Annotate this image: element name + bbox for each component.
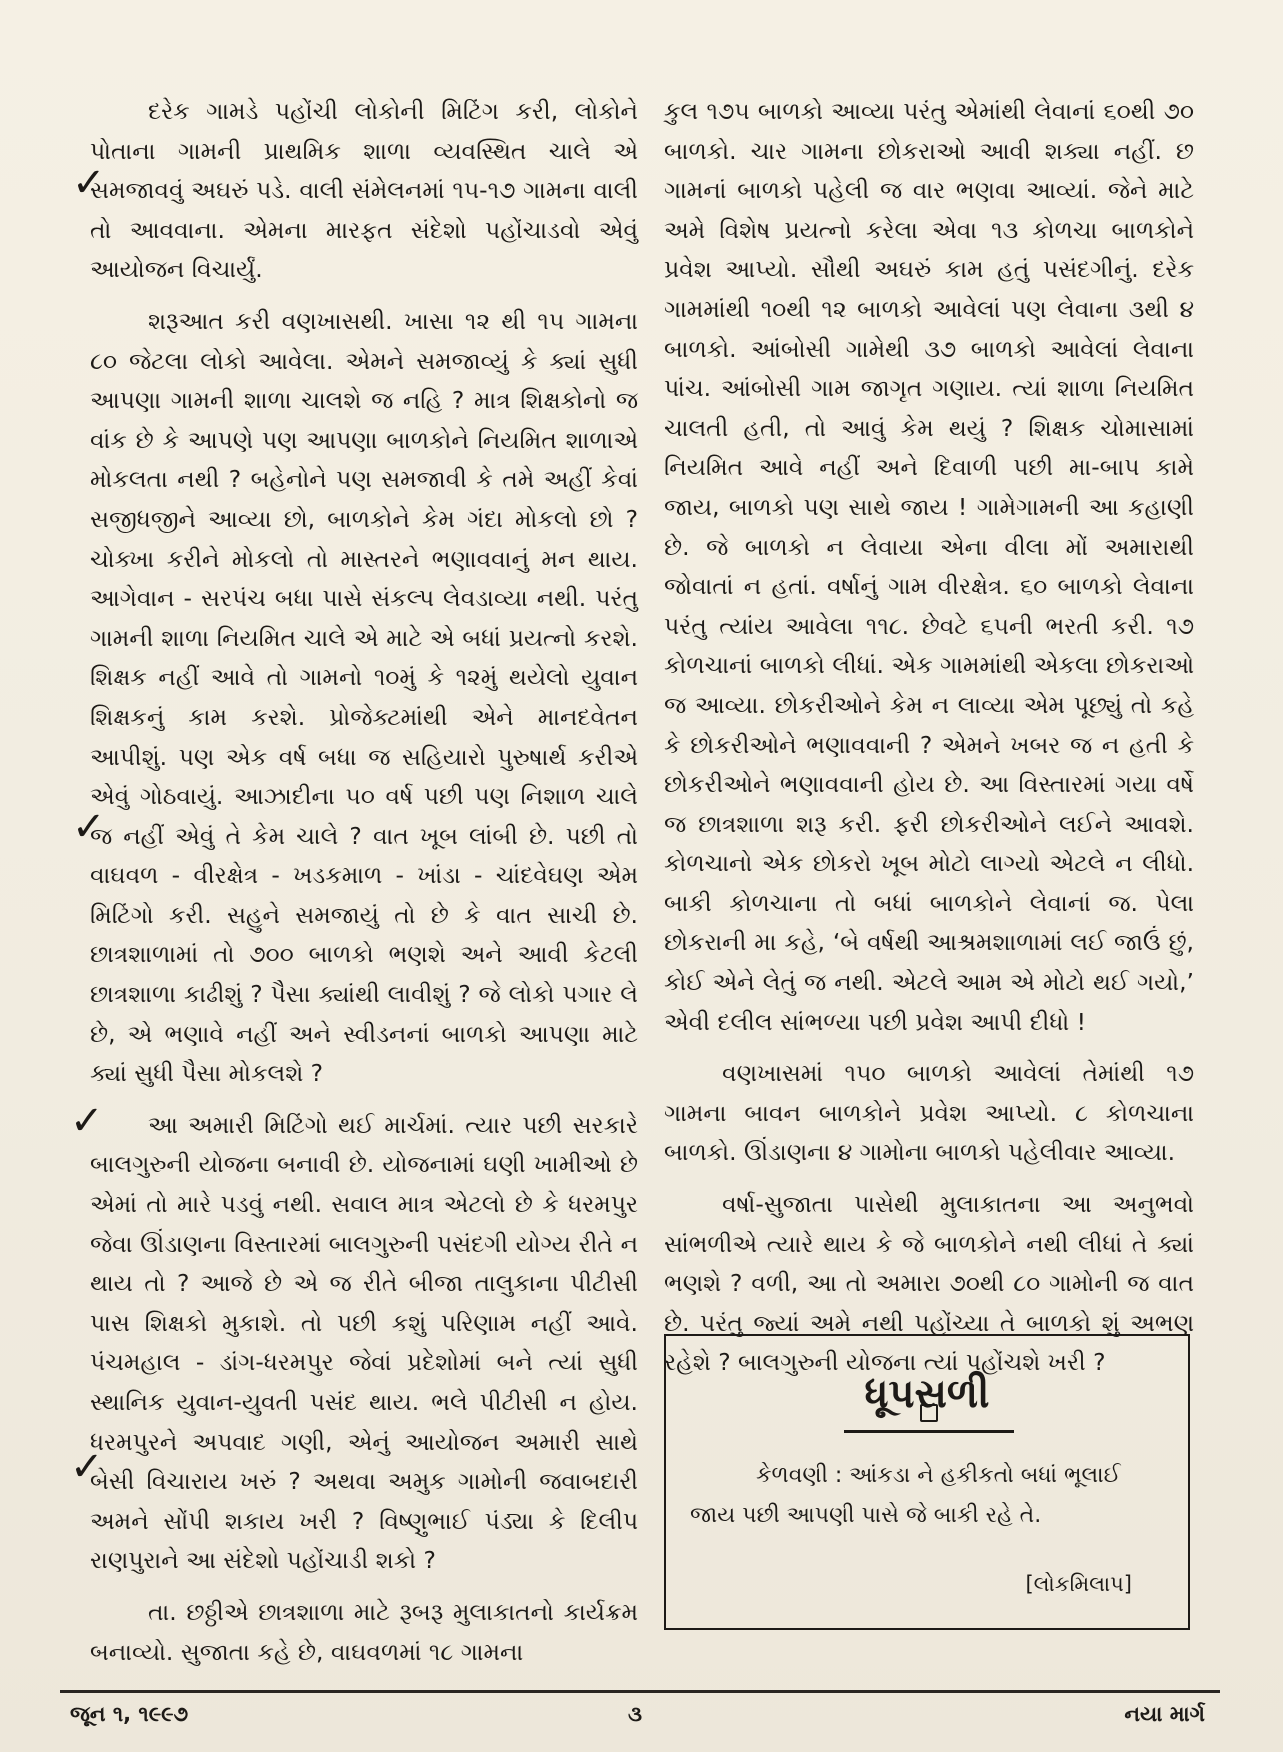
margin-tick-icon: ✓ — [72, 804, 106, 850]
quote-line: કેળવણી : આંકડા ને હકીકતો બધાં ભૂલાઈ — [756, 1463, 1121, 1488]
left-column — [90, 92, 638, 1684]
quote-box — [664, 1334, 1190, 1630]
box-title: ધૂપસળી — [864, 1371, 990, 1417]
margin-tick-icon: ✓ — [70, 1098, 104, 1144]
paragraph: શરૂઆત કરી વણખાસથી. ખાસા ૧૨ થી ૧૫ ગામના ૮૦ જેટલા લોકો આવેલા. એમને સમજાવ્યું કે ક્યાં સુધી આપણા ગામની શાળા ચાલશે જ નહિ ? માત્ર શિક્ષકોનો જ વાંક છે કે આપણે પણ આપણા બાળકોને નિયમિત શાળાએ મોકલતા નથી ? બહેનોને પણ સમજાવી કે તમે અહીં કેવાં સજીધજીને આવ્યા છો, બાળકોને કેમ ગંદા મોકલો છો ? ચોક્ખા કરીને મોકલો તો માસ્તરને ભણાવવાનું મન થાય. આગેવાન - સરપંચ બધા પાસે સંકલ્પ લેવડાવ્યા નથી. પરંતુ ગામની શાળા નિયમિત ચાલે એ માટે એ બધાં પ્રયત્નો કરશે. શિક્ષક નહીં આવે તો ગામનો ૧૦મું કે ૧૨મું થયેલો યુવાન શિક્ષકનું કામ કરશે. પ્રોજેક્ટમાંથી એને માનદવેતન આપીશું. પણ એક વર્ષ બધા જ સહિયારો પુરુષાર્થ કરીએ એવું ગોઠવાયું. આઝાદીના ૫૦ વર્ષ પછી પણ નિશાળ ચાલે જ નહીં એવું તે કેમ ચાલે ? વાત ખૂબ લાંબી છે. પછી તો વાઘવળ - વીરક્ષેત્ર - ખડકમાળ - ખાંડા - ચાંદવેઘણ એમ મિટિંગો કરી. સહુને સમજાયું તો છે કે વાત સાચી છે. છાત્રશાળામાં તો ૭૦૦ બાળકો ભણશે અને આવી કેટલી છાત્રશાળા કાઢીશું ? પૈસા ક્યાંથી લાવીશું ? જે લોકો પગાર લે છે, એ ભણાવે નહીં અને સ્વીડનનાં બાળકો આપણા માટે ક્યાં સુધી પૈસા મોકલશે ? — [90, 306, 639, 1088]
title-underline — [844, 1430, 1014, 1433]
footer-date: જૂન ૧, ૧૯૯૭ — [70, 1702, 189, 1726]
box-quote — [690, 1456, 1168, 1536]
margin-tick-icon: ✓ — [70, 1444, 104, 1490]
paragraph: કુલ ૧૭૫ બાળકો આવ્યા પરંતુ એમાંથી લેવાનાં ૬૦થી ૭૦ બાળકો. ચાર ગામના છોકરાઓ આવી શક્યા નહીં. છ ગામનાં બાળકો પહેલી જ વાર ભણવા આવ્યાં. જેને માટે અમે વિશેષ પ્રયત્નો કરેલા એવા ૧૩ કોળચા બાળકોને પ્રવેશ આપ્યો. સૌથી અઘરું કામ હતું પસંદગીનું. દરેક ગામમાંથી ૧૦થી ૧૨ બાળકો આવેલાં પણ લેવાના ૩થી ૪ બાળકો. આંબોસી ગામેથી ૩૭ બાળકો આવેલાં લેવાના પાંચ. આંબોસી ગામ જાગૃત ગણાય. ત્યાં શાળા નિયમિત ચાલતી હતી, તો આવું કેમ થયું ? શિક્ષક ચોમાસામાં નિયમિત આવે નહીં અને દિવાળી પછી મા-બાપ કામે જાય, બાળકો પણ સાથે જાય ! ગામેગામની આ કહાણી છે. જે બાળકો ન લેવાયા એના વીલા મોં અમારાથી જોવાતાં ન હતાં. વર્ષાનું ગામ વીરક્ષેત્ર. ૬૦ બાળકો લેવાના પરંતુ ત્યાંય આવેલા ૧૧૮. છેવટે ૬૫ની ભરતી કરી. ૧૭ કોળચાનાં બાળકો લીધાં. એક ગામમાંથી એકલા છોકરાઓ જ આવ્યા. છોકરીઓને કેમ ન લાવ્યા એમ પૂછ્યું તો કહે કે છોકરીઓને ભણાવવાની ? એમને ખબર જ ન હતી કે છોકરીઓને ભણાવવાની હોય છે. આ વિસ્તારમાં ગયા વર્ષે જ છાત્રશાળા શરૂ કરી. ફરી છોકરીઓને લઈને આવશે. કોળચાનો એક છોકરો ખૂબ મોટો લાગ્યો એટલે ન લીધો. બાકી કોળચાના તો બધાં બાળકોને લેવાનાં જ. પેલા છોકરાની મા કહે, ‘બે વર્ષથી આશ્રમશાળામાં લઈ જાઉં છું, કોઈ એને લેતું જ નથી. એટલે આમ એ મોટો થઈ ગયો,’ એવી દલીલ સાંભળ્યા પછી પ્રવેશ આપી દીધો ! — [664, 97, 1194, 1036]
paragraph: દરેક ગામડે પહોંચી લોકોની મિટિંગ કરી, લોકોને પોતાના ગામની પ્રાથમિક શાળા વ્યવસ્થિત ચાલે એ સમજાવવું અઘરું પડે. વાલી સંમેલનમાં ૧૫-૧૭ ગામના વાલી તો આવવાના. એમના મારફત સંદેશો પહોંચાડવો એવું આયોજન વિચાર્યું. — [90, 97, 638, 284]
paragraph: આ અમારી મિટિંગો થઈ માર્ચમાં. ત્યાર પછી સરકારે બાલગુરુની યોજના બનાવી છે. યોજનામાં ઘણી ખામીઓ છે એમાં તો મારે પડવું નથી. સવાલ માત્ર એટલો છે કે ધરમપુર જેવા ઊંડાણના વિસ્તારમાં બાલગુરુની પસંદગી યોગ્ય રીતે ન થાય તો ? આજે છે એ જ રીતે બીજા તાલુકાના પીટીસી પાસ શિક્ષકો મુકાશે. તો પછી કશું પરિણામ નહીં આવે. પંચમહાલ - ડાંગ-ધરમપુર જેવાં પ્રદેશોમાં બને ત્યાં સુધી સ્થાનિક યુવાન-યુવતી પસંદ થાય. ભલે પીટીસી ન હોય. ધરમપુરને અપવાદ ગણી, એનું આયોજન અમારી સાથે બેસી વિચારાય ખરું ? અથવા અમુક ગામોની જવાબદારી અમને સોંપી શકાય ખરી ? વિષ્ણુભાઈ પંડ્યા કે દિલીપ રાણપુરાને આ સંદેશો પહોંચાડી શકો ? — [90, 1110, 638, 1575]
right-column — [664, 92, 1194, 1445]
quote-source: [લોકમિલાપ] — [1025, 1572, 1132, 1596]
paragraph: તા. છઠ્ઠીએ છાત્રશાળા માટે રૂબરૂ મુલાકાતનો કાર્યક્રમ બનાવ્યો. સુજાતા કહે છે, વાઘવળમાં ૧૮ ગામના — [90, 1597, 638, 1666]
paragraph: વર્ષા-સુજાતા પાસેથી મુલાકાતના આ અનુભવો સાંભળીએ ત્યારે થાય કે જે બાળકોને નથી લીધાં તે ક્યાં ભણશે ? વળી, આ તો અમારા ૭૦થી ૮૦ ગામોની જ વાત છે. પરંતુ જ્યાં અમે નથી પહોંચ્યા તે બાળકો શું અભણ રહેશે ? બાલગુરુની યોજના ત્યાં પહોંચશે ખરી ? — [664, 1190, 1194, 1377]
margin-tick-icon: ✓ — [72, 160, 106, 206]
quote-line: જાય પછી આપણી પાસે જે બાકી રહે તે. — [690, 1503, 1042, 1528]
footer-divider — [60, 1690, 1220, 1693]
publication-name: નયા માર્ગ — [1124, 1702, 1205, 1726]
paragraph: વણખાસમાં ૧૫૦ બાળકો આવેલાં તેમાંથી ૧૭ ગામના બાવન બાળકોને પ્રવેશ આપ્યો. ૮ કોળચાના બાળકો. ઊંડાણના ૪ ગામોના બાળકો પહેલીવાર આવ્યા. — [664, 1059, 1194, 1167]
page-number: ૩ — [628, 1702, 642, 1726]
